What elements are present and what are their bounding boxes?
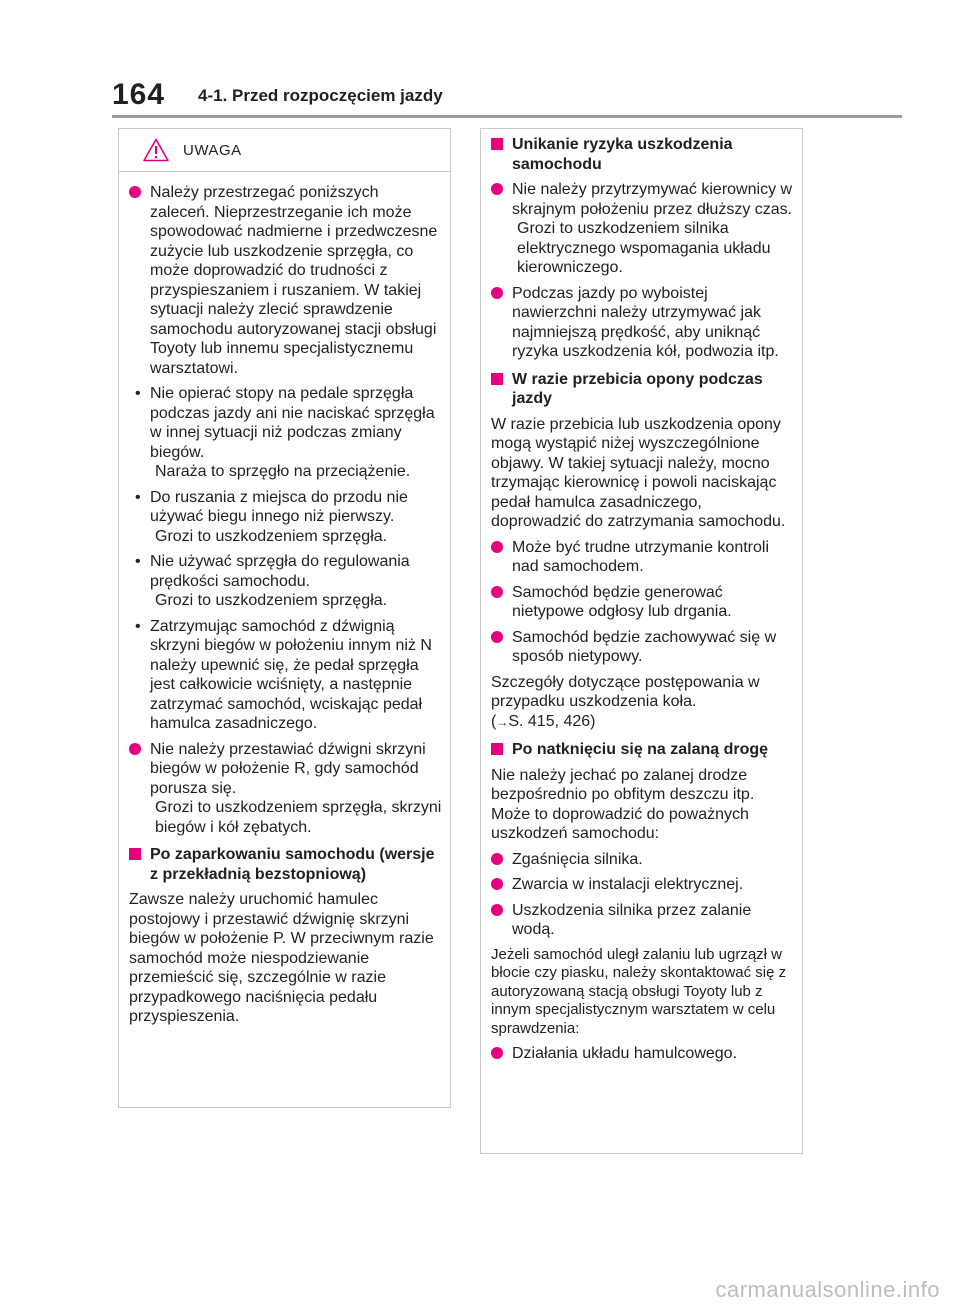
section-heading: Po natknięciu się na zalaną drogę <box>491 740 794 760</box>
list-item <box>491 901 794 940</box>
section-heading: Po zaparkowaniu samochodu (wersje z przekładnią bezstopniową) <box>129 845 442 884</box>
item-text: Nie używać sprzęgła do regulowania prędkości samochodu. <box>150 553 410 590</box>
warning-box <box>118 128 451 1108</box>
bullet-dot <box>491 878 503 890</box>
paragraph: Zawsze należy uruchomić hamulec postojowy i przestawić dźwignię skrzyni biegów w położenie P. W przeciwnym razie samochód może niespodziewanie przemieścić się, szczególnie w razie przypadkowego naciśnięcia pedału przyspieszenia. <box>129 891 434 1025</box>
item-subtext: Grozi to uszkodzeniem silnika elektrycznego wspomagania układu kierowniczego. <box>517 220 771 276</box>
item-subtext: Grozi to uszkodzeniem sprzęgła. <box>155 527 388 545</box>
section-heading: Unikanie ryzyka uszkodzenia samochodu <box>491 135 794 174</box>
list-item <box>491 180 794 278</box>
header-rule <box>112 115 902 118</box>
warning-header <box>119 129 450 172</box>
watermark: carmanualsonline.info <box>715 1277 940 1302</box>
bullet-dot <box>491 183 503 195</box>
item-subtext: Grozi to uszkodzeniem sprzęgła, skrzyni biegów i kół zębatych. <box>155 799 442 836</box>
item-text: Zwarcia w instalacji elektrycznej. <box>512 876 744 893</box>
item-text: Podczas jazdy po wyboistej nawierzchni należy utrzymywać jak najmniejszą prędkość, aby uniknąć ryzyka uszkodzenia kół, podwozia itp. <box>512 284 779 360</box>
item-text: Może być trudne utrzymanie kontroli nad samochodem. <box>512 538 769 575</box>
bullet-square <box>491 138 503 150</box>
bullet-dot <box>129 186 141 198</box>
list-item <box>491 628 794 667</box>
list-item <box>491 583 794 622</box>
bullet-dot <box>491 1047 503 1059</box>
warning-title: UWAGA <box>183 141 242 159</box>
info-box <box>480 128 803 1154</box>
warning-triangle-icon <box>143 138 169 162</box>
section-title: 4-1. Przed rozpoczęciem jazdy <box>198 86 443 105</box>
bullet-dot <box>491 853 503 865</box>
dash-marker: • <box>135 553 141 570</box>
list-item <box>491 875 794 895</box>
page-number: 164 <box>112 78 166 111</box>
paragraph: Nie należy jechać po zalanej drodze bezpośrednio po obfitym deszczu itp. Może to doprowadzić do poważnych uszkodzeń samochodu: <box>491 766 755 842</box>
bullet-square <box>129 848 141 860</box>
bullet-dot <box>491 586 503 598</box>
bullet-square <box>491 373 503 385</box>
list-item <box>129 740 442 838</box>
item-text: Nie opierać stopy na pedale sprzęgła podczas jazdy ani nie naciskać sprzęgła w innej sytuacji niż podczas zmiany biegów. <box>150 385 435 461</box>
arrow-right-icon: → <box>496 714 509 729</box>
item-text: Nie należy przestawiać dźwigni skrzyni biegów w położenie R, gdy samochód porusza się. <box>150 740 426 797</box>
bullet-dot <box>491 631 503 643</box>
bullet-square <box>491 743 503 755</box>
item-text: Samochód będzie zachowywać się w sposób nietypowy. <box>512 628 777 665</box>
list-item <box>129 488 442 547</box>
bullet-dot <box>491 904 503 916</box>
list-item <box>129 183 442 378</box>
item-subtext: Naraża to sprzęgło na przeciążenie. <box>155 463 411 480</box>
dash-marker: • <box>135 617 141 635</box>
page-reference: (→S. 415, 426) <box>491 712 596 730</box>
list-item <box>491 850 794 870</box>
warning-content <box>119 172 450 1027</box>
bullet-dot <box>491 541 503 553</box>
item-text: Samochód będzie generować nietypowe odgłosy lub drgania. <box>512 583 732 620</box>
list-item <box>129 552 442 611</box>
page-header <box>112 72 902 118</box>
item-text: Uszkodzenia silnika przez zalanie wodą. <box>512 901 752 938</box>
item-text: Nie należy przytrzymywać kierownicy w skrajnym położeniu przez dłuższy czas. <box>512 181 793 218</box>
bullet-dot <box>129 743 141 755</box>
item-text: Zgaśnięcia silnika. <box>512 850 643 868</box>
item-subtext: Grozi to uszkodzeniem sprzęgła. <box>155 592 388 609</box>
info-content <box>481 129 802 1064</box>
bullet-dot <box>491 287 503 299</box>
paragraph: W razie przebicia lub uszkodzenia opony mogą wystąpić niżej wyszczególnione objawy. W takiej sytuacji należy, mocno trzymając kierownicę i powoli naciskając pedał hamulca zasadniczego, doprowadzić do zatrzymania samochodu. <box>491 415 786 530</box>
paragraph: Szczegóły dotyczące postępowania w przypadku uszkodzenia koła. (→S. 415, 426) <box>491 673 794 733</box>
item-text: Należy przestrzegać poniższych zaleceń. Nieprzestrzeganie ich może spowodować nadmierne i przedwczesne zużycie lub uszkodzenie sprzęgła, co może doprowadzić do trudności z przyspieszaniem i ruszaniem. W takiej sytuacji należy zlecić sprawdzenie samochodu autoryzowanej stacji obsługi Toyoty lub innemu specjalistycznemu warsztatowi. <box>150 184 438 377</box>
paragraph: Jeżeli samochód uległ zalaniu lub ugrzązł w błocie czy piasku, należy skontaktować się z autoryzowaną stacją obsługi Toyoty lub z innym specjalistycznym warsztatem w celu sprawdzenia: <box>491 945 787 1037</box>
list-item <box>129 617 442 734</box>
list-item <box>129 384 442 482</box>
list-item <box>491 284 794 362</box>
item-text: Do ruszania z miejsca do przodu nie używać biegu innego niż pierwszy. <box>150 488 408 525</box>
dash-marker: • <box>135 385 141 402</box>
list-item <box>491 538 794 577</box>
item-text: Zatrzymując samochód z dźwignią skrzyni biegów w położeniu innym niż N należy upewnić się, że pedał sprzęgła jest całkowicie wciśnięty, a następnie zatrzymać samochód, wciskając pedał hamulca zasadniczego. <box>150 617 432 732</box>
list-item <box>491 1044 794 1064</box>
dash-marker: • <box>135 488 141 506</box>
item-text: Działania układu hamulcowego. <box>512 1045 738 1062</box>
section-heading: W razie przebicia opony podczas jazdy <box>491 370 794 409</box>
